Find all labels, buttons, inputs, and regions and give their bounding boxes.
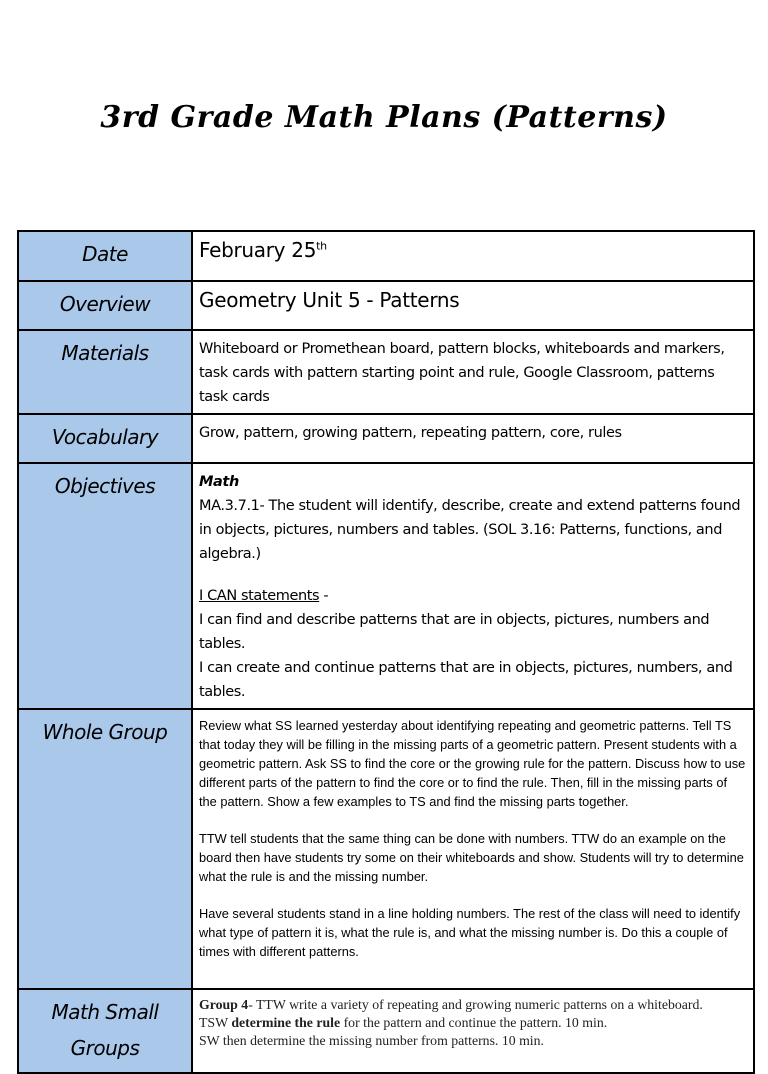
whole-group-para-1: Review what SS learned yesterday about identifying repeating and geometric patterns. Tell TS that today they will be filling in the missing parts of a geometric pattern. Present students with a geometric pattern. Ask SS to find the core or the growing rule for the pattern. Discuss how to use different parts of the pattern to find the core or to find the rule. Then, fill in the missing parts of the pattern. Show a few examples to TS and find the missing parts together. (199, 718, 746, 809)
ican-statement-2: I can create and continue patterns that are in objects, pictures, numbers, and tables. (199, 660, 733, 700)
group-line-2 (199, 1014, 747, 1032)
objective-subject: Math (199, 474, 239, 490)
page-title: 3rd Grade Math Plans (Patterns) (100, 100, 668, 135)
vocabulary-value: Grow, pattern, growing pattern, repeating pattern, core, rules (192, 414, 754, 463)
group-name: Group 4 (199, 997, 249, 1012)
overview-value: Geometry Unit 5 - Patterns (192, 281, 754, 330)
label-whole-group: Whole Group (18, 709, 192, 989)
whole-group-para-2: TTW tell students that the same thing can be done with numbers. TTW do an example on the board then have students try some on their whiteboards and show. Students will try to determine what the rule is and the missing number. (199, 831, 744, 884)
label-overview: Overview (18, 281, 192, 330)
label-date: Date (18, 231, 192, 281)
row-objectives (18, 463, 754, 709)
group-text: - TTW write a variety of repeating and growing numeric patterns on a whiteboard. (248, 997, 703, 1012)
row-overview (18, 281, 754, 330)
row-materials (18, 330, 754, 414)
whole-group-para-3: Have several students stand in a line holding numbers. The rest of the class will need to identify what type of pattern it is, what the rule is, and what the missing number is. Do this a couple of times with different patterns. (199, 906, 741, 959)
group-line-1 (199, 996, 747, 1014)
ican-heading: I CAN statements (199, 588, 320, 604)
row-small-groups (18, 989, 754, 1073)
row-vocabulary (18, 414, 754, 463)
label-objectives: Objectives (18, 463, 192, 709)
lesson-plan-table (17, 230, 755, 1074)
row-date (18, 231, 754, 281)
materials-value: Whiteboard or Promethean board, pattern blocks, whiteboards and markers, task cards with pattern starting point and rule, Google Classroom, patterns task cards (192, 330, 754, 414)
ican-heading-line (199, 584, 747, 608)
whole-group-cell (192, 709, 754, 989)
group-line-3: SW then determine the missing number from patterns. 10 min. (199, 1033, 544, 1048)
label-materials: Materials (18, 330, 192, 414)
group-line-2-post: for the pattern and continue the pattern. 10 min. (340, 1015, 608, 1030)
date-suffix: th (316, 239, 327, 253)
row-whole-group (18, 709, 754, 989)
small-groups-cell (192, 989, 754, 1073)
ican-dash: - (319, 588, 329, 604)
objective-standard: MA.3.7.1- The student will identify, describe, create and extend patterns found in objects, pictures, numbers and tables. (SOL 3.16: Patterns, functions, and algebra.) (199, 498, 741, 562)
label-small-groups: Math Small Groups (18, 989, 192, 1073)
group-line-2-pre: TSW (199, 1015, 232, 1030)
label-vocabulary: Vocabulary (18, 414, 192, 463)
date-value: February 25 (199, 238, 317, 262)
group-line-2-bold: determine the rule (231, 1015, 341, 1030)
date-cell (192, 231, 754, 281)
objectives-cell (192, 463, 754, 709)
ican-statement-1: I can find and describe patterns that are in objects, pictures, numbers and tables. (199, 612, 710, 652)
